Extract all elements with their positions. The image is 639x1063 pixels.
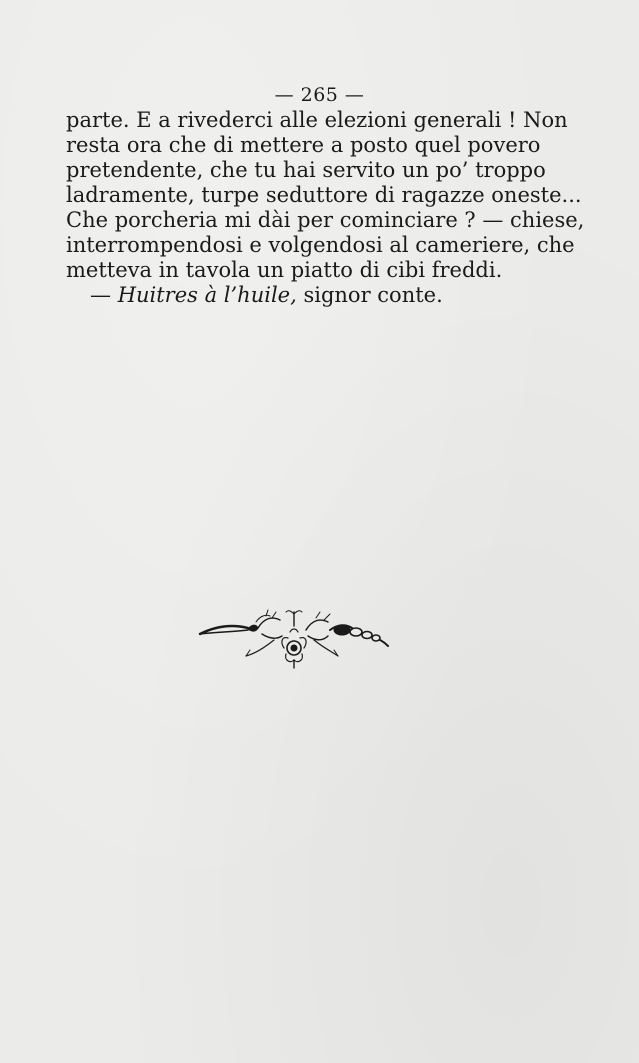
text-line: ladramente, turpe seduttore di ragazze oneste... — [66, 183, 582, 207]
dialogue-text: signor conte. — [303, 283, 443, 307]
floral-ornament-icon — [196, 608, 392, 672]
text-line: interrompendosi e volgendosi al cameriere, che — [66, 233, 575, 257]
dialogue-dash: — — [90, 283, 111, 307]
text-line: parte. E a rivederci alle elezioni generali ! Non — [66, 108, 568, 132]
text-line: resta ora che di mettere a posto quel povero — [66, 133, 541, 157]
dialogue-italic: Huitres à l’huile, — [117, 283, 297, 307]
text-line: metteva in tavola un piatto di cibi freddi. — [66, 258, 503, 282]
body-text — [66, 108, 585, 308]
text-line: Che porcheria mi dài per cominciare ? — chiese, — [66, 208, 585, 232]
text-line: pretendente, che tu hai servito un po’ troppo — [66, 158, 546, 182]
page-number: — 265 — — [274, 84, 365, 106]
dialogue-line — [66, 283, 528, 308]
